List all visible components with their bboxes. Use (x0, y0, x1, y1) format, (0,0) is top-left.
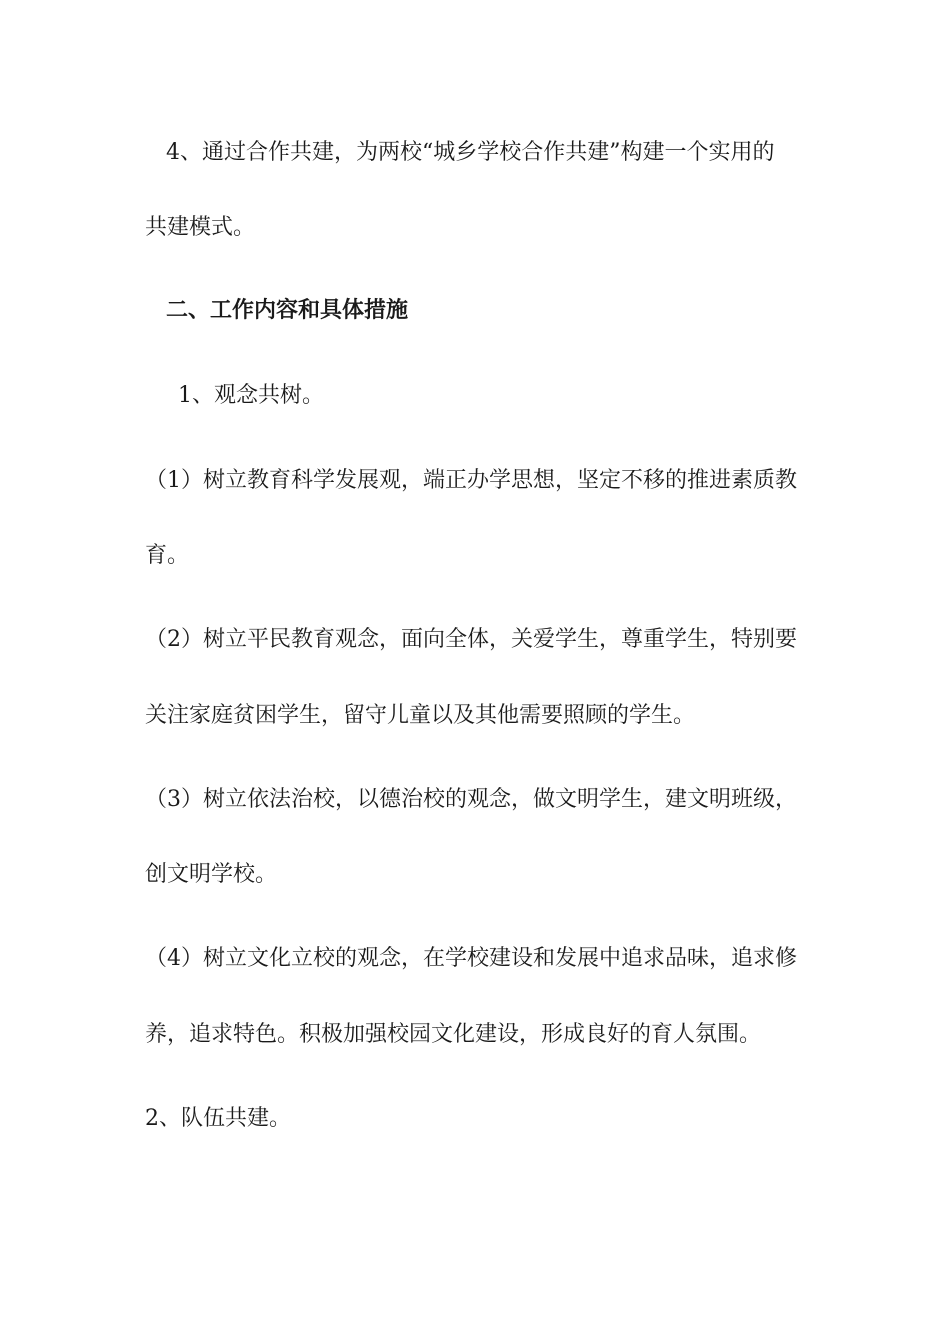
sub-item-4-line-1: （4）树立文化立校的观念，在学校建设和发展中追求品味，追求修 (145, 946, 797, 971)
section-heading: 二、工作内容和具体措施 (166, 298, 409, 323)
item-1-title: 1、观念共树。 (178, 383, 324, 408)
paragraph-4-line-2: 共建模式。 (145, 215, 256, 240)
sub-item-1-line-2: 育。 (145, 543, 190, 568)
item-2-title: 2、队伍共建。 (145, 1106, 291, 1131)
sub-item-3-line-1: （3）树立依法治校，以德治校的观念，做文明学生，建文明班级， (145, 787, 797, 812)
sub-item-1-line-1: （1）树立教育科学发展观，端正办学思想，坚定不移的推进素质教 (145, 468, 797, 493)
paragraph-4-line-1: 4、通过合作共建，为两校“城乡学校合作共建”构建一个实用的 (166, 140, 775, 165)
sub-item-2-line-1: （2）树立平民教育观念，面向全体，关爱学生，尊重学生，特别要 (145, 627, 797, 652)
sub-item-3-line-2: 创文明学校。 (145, 862, 278, 887)
sub-item-2-line-2: 关注家庭贫困学生，留守儿童以及其他需要照顾的学生。 (145, 703, 696, 728)
sub-item-4-line-2: 养，追求特色。积极加强校园文化建设，形成良好的育人氛围。 (145, 1022, 762, 1047)
